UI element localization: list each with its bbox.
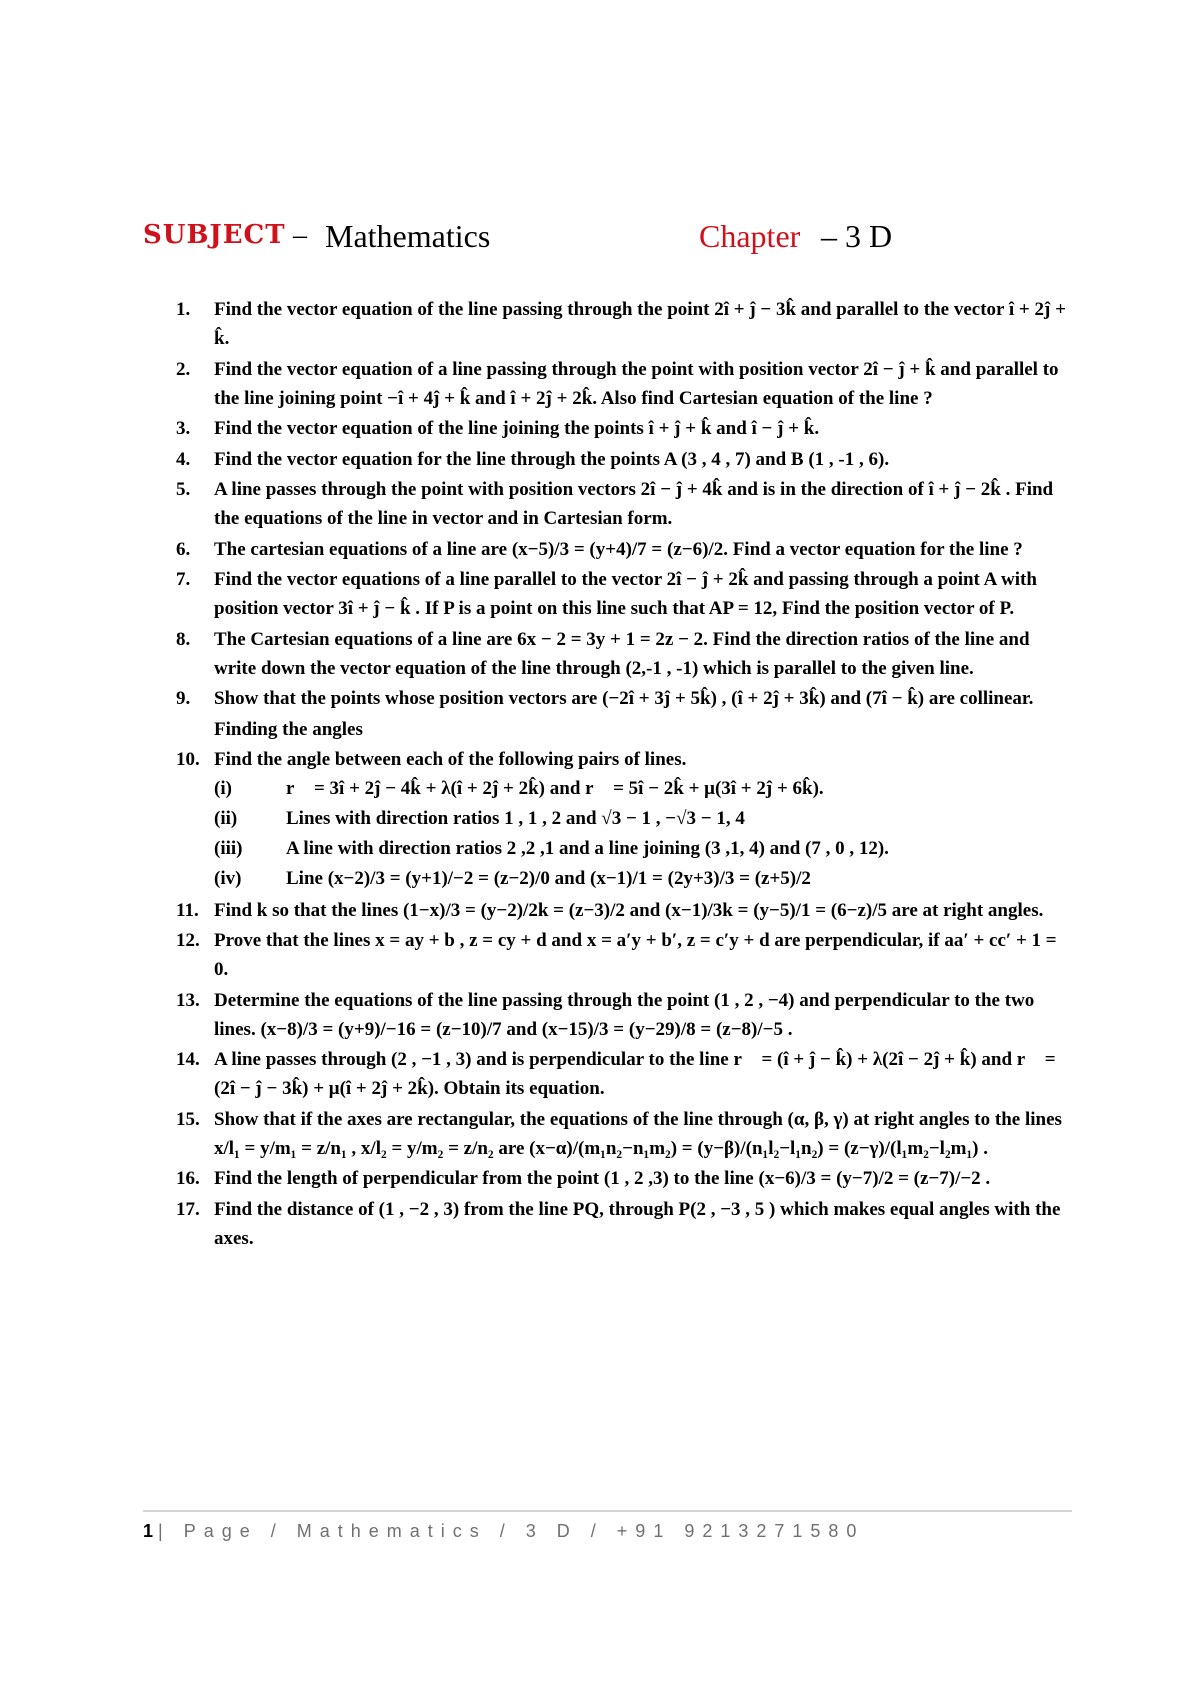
question-number: 17. [176,1198,200,1220]
question-10-part-iv [214,864,1070,894]
question-text: Find the vector equation of a line passing through the point with position vector 2î − ĵ + k̂ and parallel to the line joining point −î + 4ĵ + k̂ and î + 2ĵ + 2k̂. Also find Cartesian equation of the line ? [214,358,1059,409]
question-number: 5. [176,479,191,500]
question-number: 1. [176,299,191,320]
part-text: A line with direction ratios 2 ,2 ,1 and a line joining (3 ,1, 4) and (7 , 0 , 12). [286,838,889,859]
section-heading: Finding the angles [214,718,363,740]
question-number: 6. [176,538,191,560]
question-12 [170,926,1070,984]
question-10 [170,745,1070,894]
question-text: Find k so that the lines (1−x)/3 = (y−2)/2k = (z−3)/2 and (x−1)/3k = (y−5)/1 = (6−z)/5 are at right angles. [214,899,1044,921]
question-text: Find the angle between each of the following pairs of lines. [214,749,687,770]
question-9 [170,684,1070,713]
chapter-value: – 3 D [821,218,893,254]
worksheet-header [143,220,1043,268]
part-text: Line (x−2)/3 = (y+1)/−2 = (z−2)/0 and (x−1)/1 = (2y+3)/3 = (z+5)/2 [286,868,811,889]
subject-label: SUBJECT [143,220,286,250]
question-list [170,295,1070,1254]
question-text: Find the vector equations of a line parallel to the vector 2î − ĵ + 2k̂ and passing through a point A with position vector 3î + ĵ − k̂ . If P is a point on this line such that AP = 12, Find the position vector of P. [214,569,1037,619]
question-10-part-i [214,774,1070,804]
question-10-part-ii [214,804,1070,834]
part-label: (ii) [214,808,238,829]
question-2 [170,355,1070,413]
question-number: 10. [176,749,200,770]
question-16 [170,1164,1070,1193]
question-number: 3. [176,418,191,439]
question-number: 16. [176,1168,200,1189]
question-number: 7. [176,569,191,590]
question-text: A line passes through the point with position vectors 2î − ĵ + 4k̂ and is in the direction of î + ĵ − 2k̂ . Find the equations of the line in vector and in Cartesian form. [214,479,1054,529]
part-text: r⃗ = 3î + 2ĵ − 4k̂ + λ(î + 2ĵ + 2k̂) and r⃗ = 5î − 2k̂ + μ(3î + 2ĵ + 6k̂). [286,778,824,799]
question-3 [170,414,1070,443]
question-number: 9. [176,688,191,709]
question-text: Find the distance of (1 , −2 , 3) from the line PQ, through P(2 , −3 , 5 ) which makes equal angles with the axes. [214,1198,1061,1249]
question-text: The cartesian equations of a line are (x−5)/3 = (y+4)/7 = (z−6)/2. Find a vector equation for the line ? [214,538,1023,560]
question-15 [170,1105,1070,1163]
question-text: Find the vector equation of the line joining the points î + ĵ + k̂ and î − ĵ + k̂. [214,418,820,439]
question-number: 15. [176,1108,200,1130]
question-10-part-iii [214,834,1070,864]
question-text: Prove that the lines x = ay + b , z = cy + d and x = a′y + b′, z = c′y + d are perpendicular, if aa′ + cc′ + 1 = 0. [214,930,1057,980]
question-text: A line passes through (2 , −1 , 3) and is perpendicular to the line r⃗ = (î + ĵ − k̂) + λ(2î − 2ĵ + k̂) and r⃗ = (2î − ĵ − 3k̂) + μ(î + 2ĵ + 2k̂). Obtain its equation. [214,1049,1056,1099]
question-text: Show that if the axes are rectangular, the equations of the line through (α, β, γ) at right angles to the lines x/l₁ = y/m₁ = z/n₁ , x/l₂ = y/m₂ = z/n₂ are (x−α)/(m₁n₂−n₁m₂) = (y−β)/(n₁l₂−l₁n₂) = (z−γ)/(l₁m₂−l₂m₁) . [214,1108,1062,1159]
part-label: (i) [214,778,232,799]
question-text: Find the vector equation of the line passing through the point 2î + ĵ − 3k̂ and parallel to the vector î + 2ĵ + k̂. [214,299,1066,349]
page-footer [143,1521,864,1542]
page-number: 1 [143,1521,154,1541]
question-1 [170,295,1070,353]
question-number: 11. [176,899,199,921]
question-number: 4. [176,448,191,470]
footer-text: | Page / Mathematics / 3 D / +91 9213271580 [158,1521,865,1541]
chapter-label: Chapter [699,218,801,254]
question-text: Determine the equations of the line passing through the point (1 , 2 , −4) and perpendicular to the two lines. (x−8)/3 = (y+9)/−16 = (z−10)/7 and (x−15)/3 = (y−29)/8 = (z−8)/−5 . [214,989,1035,1040]
question-17 [170,1195,1070,1253]
question-number: 13. [176,989,200,1011]
question-8 [170,625,1070,683]
question-4 [170,445,1070,474]
question-13 [170,986,1070,1044]
part-label: (iv) [214,868,242,889]
question-number: 2. [176,358,191,380]
question-7 [170,565,1070,623]
question-14 [170,1045,1070,1103]
question-number: 14. [176,1049,200,1070]
question-text: Find the vector equation for the line through the points A (3 , 4 , 7) and B (1 , -1 , 6). [214,448,890,470]
question-number: 8. [176,628,191,650]
subject-dash: – [293,220,307,251]
question-text: Show that the points whose position vectors are (−2î + 3ĵ + 5k̂) , (î + 2ĵ + 3k̂) and (7î − k̂) are collinear. [214,688,1034,709]
part-text: Lines with direction ratios 1 , 1 , 2 and √3 − 1 , −√3 − 1, 4 [286,808,745,829]
part-label: (iii) [214,838,243,859]
question-text: Find the length of perpendicular from the point (1 , 2 ,3) to the line (x−6)/3 = (y−7)/2 = (z−7)/−2 . [214,1168,991,1189]
question-number: 12. [176,930,200,951]
question-text: The Cartesian equations of a line are 6x − 2 = 3y + 1 = 2z − 2. Find the direction ratios of the line and write down the vector equation of the line through (2,-1 , -1) which is parallel to the given line. [214,628,1030,679]
question-6 [170,535,1070,564]
footer-divider [143,1510,1072,1512]
question-11 [170,896,1070,925]
subject-value: Mathematics [325,218,491,254]
question-5 [170,475,1070,533]
